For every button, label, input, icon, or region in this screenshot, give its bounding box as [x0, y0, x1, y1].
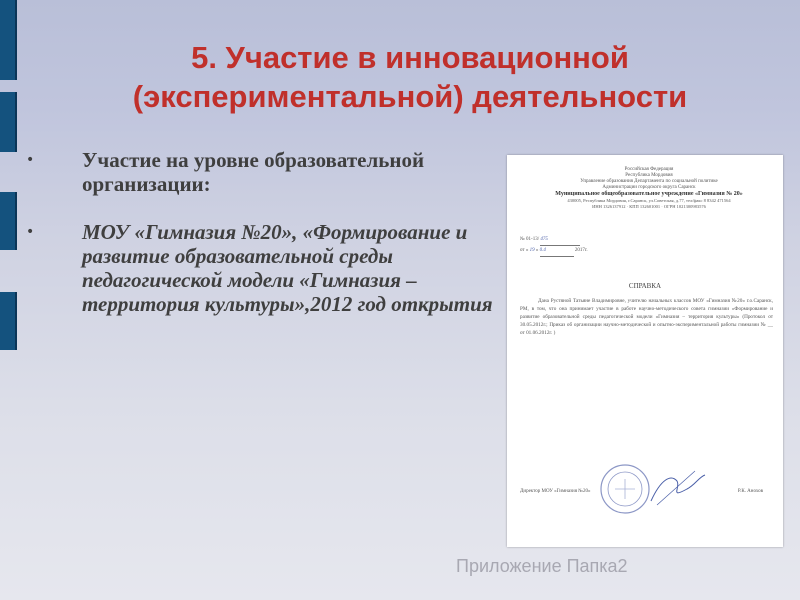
- date-separator: »: [535, 248, 539, 253]
- header-line: Управление образования Департамента по социальной политике: [580, 179, 718, 184]
- date-year: 2017г.: [574, 248, 588, 253]
- address-line: 430005, Республика Мордовия, г.Саранск, ул.Советская, д.77, тел/факс 8 8342 471564: [567, 198, 731, 203]
- attachment-link[interactable]: Приложение Папка2: [456, 556, 628, 576]
- slide-title: 5. Участие в инновационной (экспериментальной) деятельности: [132, 40, 688, 114]
- signer-title: Директор МОУ «Гимназия №20»: [520, 489, 591, 494]
- document-header: [527, 167, 771, 210]
- document-heading: СПРАВКА: [628, 282, 662, 290]
- left-bar: [0, 292, 17, 350]
- date-prefix: от «: [520, 248, 529, 253]
- organization-name: Муниципальное общеобразовательное учреждение «Гимназия № 20»: [555, 191, 743, 197]
- left-bar: [0, 0, 17, 80]
- bullet-item: [22, 148, 502, 196]
- signature-line: [520, 489, 771, 494]
- certificate-document: [507, 155, 783, 547]
- bullet-icon: •: [26, 224, 35, 240]
- left-bar: [0, 192, 17, 250]
- address-line: ИНН 1326137912 · КПП 132601001 · ОГРН 1021300983576: [592, 204, 706, 209]
- bullet-icon: •: [26, 152, 35, 168]
- header-line: Российская Федерация: [624, 167, 674, 172]
- bullet-item: [22, 220, 502, 316]
- left-bar: [0, 92, 17, 152]
- document-number: [520, 235, 588, 257]
- document-body: Дана Рустяной Татьяне Владимировне, учителю начальных классов МОУ «Гимназия №20» г.о.Саранск, РМ, в том, что она принимает участие в работе научно-методического совета гимназии «Формирование и развитие образовательной среды педагогической модели «Гимназия – территория культуры» (Протокол от 30.05.2012г.; Приказ об организации научно-методической и опытно-экспериментальной работы гимназии № __ от 01.06.2012г. ): [520, 298, 773, 336]
- bullet-text: МОУ «Гимназия №20», «Формирование и развитие образовательной среды педагогической модели «Гимназия – территория культуры»,2012 год открытия: [82, 220, 493, 316]
- header-line: Республика Мордовия: [625, 173, 673, 178]
- number-suffix: 475: [540, 237, 548, 242]
- date-month: 0.4: [539, 248, 546, 253]
- bullet-list: [22, 148, 502, 316]
- number-label: №: [520, 237, 525, 242]
- date-day: 19: [529, 248, 535, 253]
- number-value: 01-13/: [526, 237, 540, 242]
- bullet-text: Участие на уровне образовательной организации:: [82, 148, 425, 196]
- signer-name: Р.К. Анохов: [737, 489, 763, 494]
- header-line: Администрации городского округа Саранск: [602, 185, 696, 190]
